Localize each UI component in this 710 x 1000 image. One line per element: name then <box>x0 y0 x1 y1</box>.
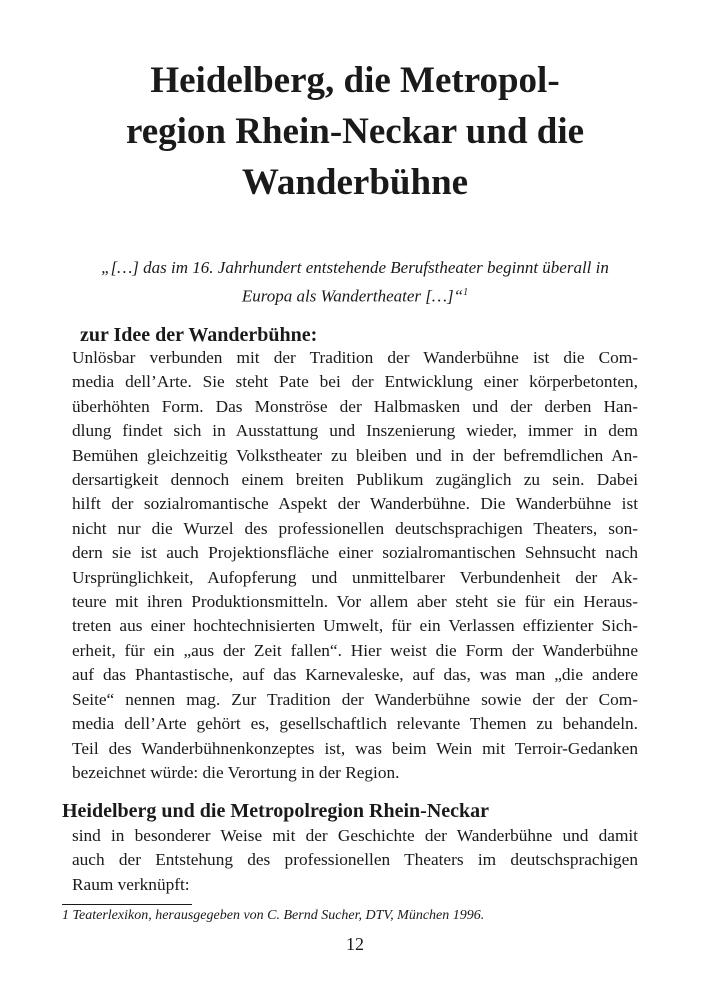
text-line: nicht nur die Wurzel des professionellen deutschsprachigen Theaters, son- <box>72 518 638 538</box>
body-paragraph-idea <box>72 346 638 785</box>
text-line: überhöhten Form. Das Monströse der Halbmasken und der derben Han- <box>72 396 638 416</box>
title-line: Wanderbühne <box>241 162 469 203</box>
section-heading-idea: zur Idee der Wanderbühne: <box>80 324 318 346</box>
text-line: Bemühen gleichzeitig Volkstheater zu bleiben und in der befremdlichen An- <box>72 445 638 465</box>
body-paragraph-heidelberg <box>72 824 638 897</box>
text-line: dern sie ist auch Projektionsfläche einer sozialromantischen Sehnsucht nach <box>72 543 638 563</box>
footnote-marker: 1 <box>463 287 469 298</box>
text-line: erheit, für ein „aus der Zeit fallen“. Hier weist die Form der Wanderbühne <box>72 640 638 660</box>
page-number: 12 <box>346 934 364 954</box>
footnote: 1 Teaterlexikon, herausgegeben von C. Bernd Sucher, DTV, München 1996. <box>62 908 485 923</box>
title-line: Heidelberg, die Metropol- <box>150 60 560 101</box>
epigraph-line: „[…] das im 16. Jahrhundert entstehende Berufstheater beginnt überall in <box>101 258 609 277</box>
text-line: bezeichnet würde: die Verortung in der Region. <box>72 762 400 782</box>
text-line: Ursprünglichkeit, Aufopferung und unmittelbarer Verbundenheit der Ak- <box>72 567 638 587</box>
text-line: hilft der sozialromantische Aspekt der Wanderbühne. Die Wanderbühne ist <box>72 494 638 514</box>
section-heading-heidelberg: Heidelberg und die Metropolregion Rhein-Neckar <box>62 800 490 822</box>
text-line: Teil des Wanderbühnenkonzeptes ist, was beim Wein mit Terroir-Gedanken <box>72 738 638 758</box>
text-line: dlung findet sich in Ausstattung und Inszenierung wieder, immer in dem <box>72 421 638 441</box>
text-line: treten aus einer hochtechnisierten Umwelt, für ein Verlassen effizienter Sich- <box>72 616 638 636</box>
text-line: teure mit ihren Produktionsmitteln. Vor allem aber steht sie für ein Heraus- <box>72 592 638 612</box>
epigraph-line: Europa als Wandertheater […]“$^1$ <box>241 286 469 306</box>
epigraph-quote <box>75 255 635 309</box>
title-line: region Rhein-Neckar und die <box>125 111 585 152</box>
text-line: Seite“ nennen mag. Zur Tradition der Wanderbühne sowie der der Com- <box>72 689 638 709</box>
text-line: auf das Phantastische, auf das Karnevaleske, auf das, was man „die andere <box>72 665 638 685</box>
text-line: media dell’Arte. Sie steht Pate bei der Entwicklung einer körperbetonten, <box>72 372 638 392</box>
page-title <box>70 55 640 208</box>
text-line: media dell’Arte gehört es, gesellschaftlich relevante Themen zu behandeln. <box>72 714 638 734</box>
text-line: Unlösbar verbunden mit der Tradition der Wanderbühne ist die Com- <box>72 348 638 367</box>
text-line: dersartigkeit dennoch einem breiten Publikum zugänglich zu sein. Dabei <box>72 470 638 490</box>
text-line: Raum verknüpft: <box>72 874 190 894</box>
text-line: auch der Entstehung des professionellen Theaters im deutschsprachigen <box>72 850 638 870</box>
footnote-divider <box>62 904 192 905</box>
text-line: sind in besonderer Weise mit der Geschichte der Wanderbühne und damit <box>72 826 638 845</box>
